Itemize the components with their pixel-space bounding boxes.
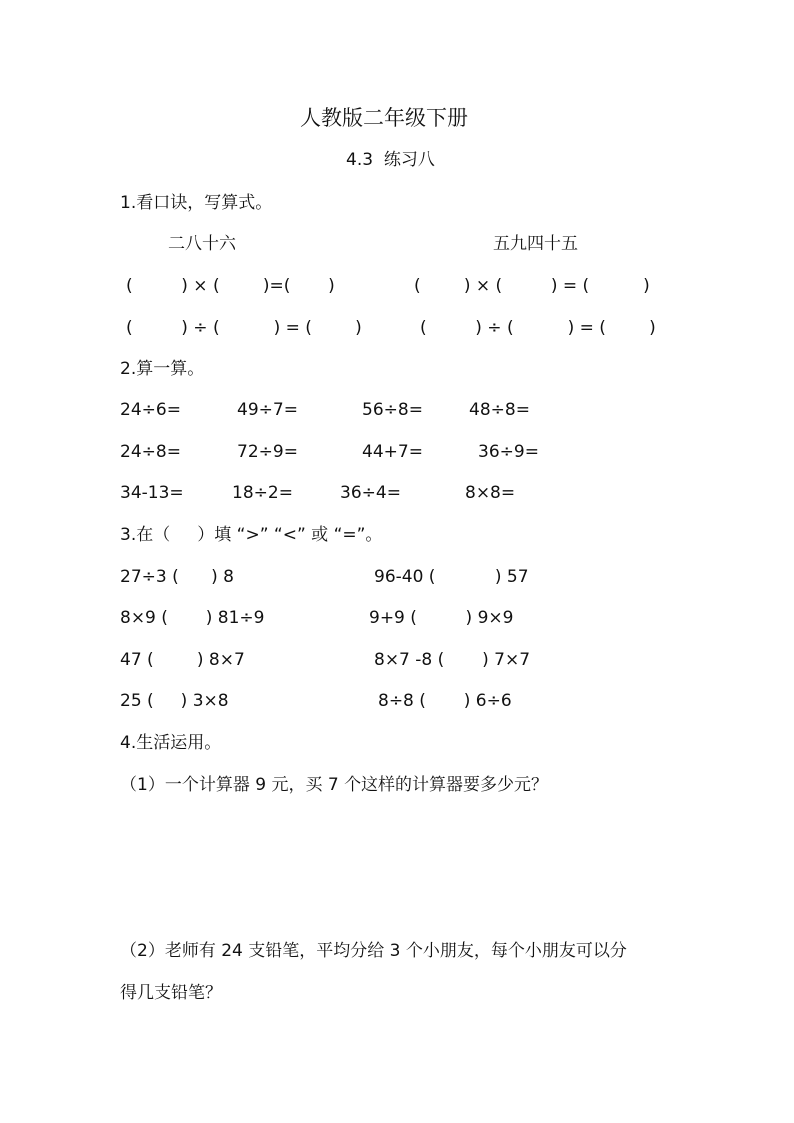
calc-item: 36÷4= <box>340 483 401 503</box>
mnemonic-left: 二八十六 <box>168 234 236 254</box>
word-problem-2-line2: 得几支铅笔？ <box>120 983 222 1003</box>
calc-item: 24÷8= <box>120 442 181 462</box>
calc-item: 44+7= <box>362 442 423 462</box>
compare-item: 47 ( ) 8×7 <box>120 650 245 670</box>
calc-item: 49÷7= <box>237 400 298 420</box>
calc-item: 56÷8= <box>362 400 423 420</box>
calc-item: 18÷2= <box>232 483 293 503</box>
calc-item: 8×8= <box>465 483 516 503</box>
word-problem-2-line1: （2）老师有 24 支铅笔，平均分给 3 个小朋友，每个小朋友可以分 <box>120 941 627 961</box>
compare-item: 9+9 ( ) 9×9 <box>369 608 514 628</box>
compare-item: 25 ( ) 3×8 <box>120 691 229 711</box>
compare-item: 27÷3 ( ) 8 <box>120 567 235 587</box>
calc-item: 34-13= <box>120 483 184 503</box>
calc-item: 48÷8= <box>469 400 530 420</box>
compare-item: 96-40 ( ) 57 <box>374 567 529 587</box>
compare-item: 8÷8 ( ) 6÷6 <box>378 691 512 711</box>
equation-row2-left: ( ) ÷ ( ) = ( ) <box>126 318 362 338</box>
section-1-heading: 1.看口诀，写算式。 <box>120 193 273 213</box>
equation-row1-left: ( ) × ( )=( ) <box>126 276 335 296</box>
equation-row1-right: ( ) × ( ) = ( ) <box>414 276 650 296</box>
page-title: 人教版二年级下册 <box>300 106 468 130</box>
calc-item: 36÷9= <box>478 442 539 462</box>
page-subtitle: 4.3 练习八 <box>346 150 435 170</box>
section-2-heading: 2.算一算。 <box>120 359 205 379</box>
equation-row2-right: ( ) ÷ ( ) = ( ) <box>420 318 656 338</box>
compare-item: 8×7 -8 ( ) 7×7 <box>374 650 531 670</box>
calc-item: 72÷9= <box>237 442 298 462</box>
word-problem-1: （1）一个计算器 9 元，买 7 个这样的计算器要多少元？ <box>120 775 549 795</box>
compare-item: 8×9 ( ) 81÷9 <box>120 608 265 628</box>
section-3-heading: 3.在（ ）填 “>” “<” 或 “=”。 <box>120 525 383 545</box>
section-4-heading: 4.生活运用。 <box>120 733 222 753</box>
calc-item: 24÷6= <box>120 400 181 420</box>
mnemonic-right: 五九四十五 <box>493 234 578 254</box>
